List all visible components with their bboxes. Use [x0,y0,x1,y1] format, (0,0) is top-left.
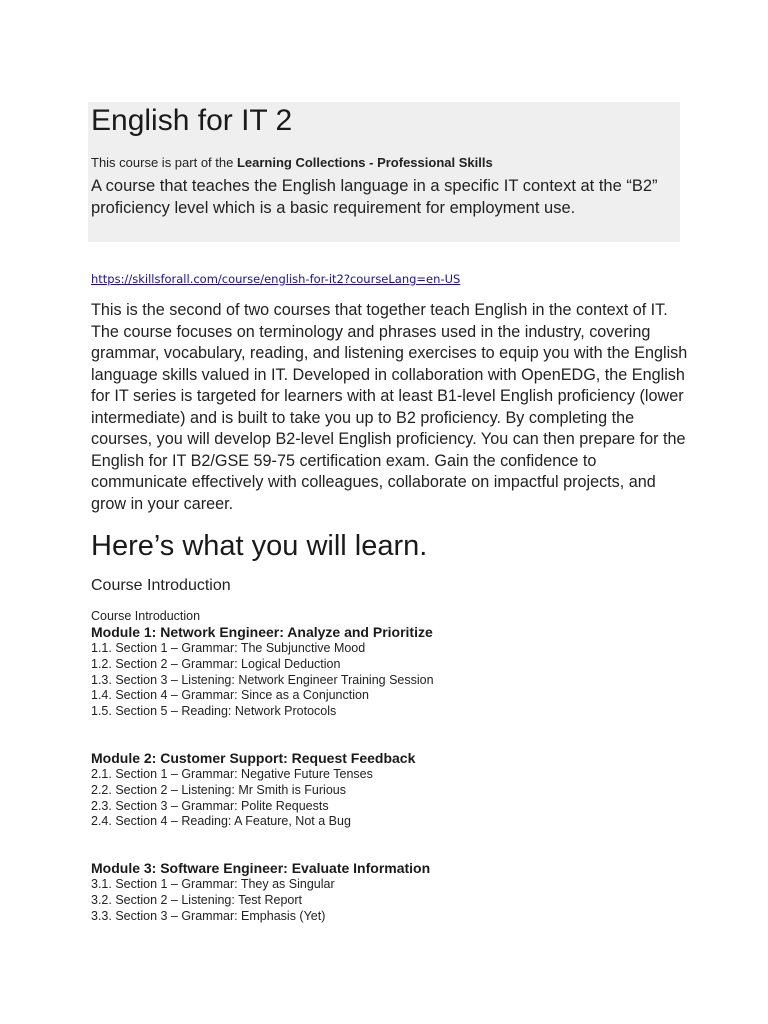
section-item: 2.2. Section 2 – Listening: Mr Smith is Furious [91,782,346,797]
section-item: 1.2. Section 2 – Grammar: Logical Deduction [91,656,341,671]
section-list [91,641,691,720]
learn-heading: Here’s what you will learn. [91,530,428,562]
module-title: Module 1: Network Engineer: Analyze and Prioritize [91,624,433,640]
section-item: 2.1. Section 1 – Grammar: Negative Future Tenses [91,766,373,781]
section-item: 2.4. Section 4 – Reading: A Feature, Not a Bug [91,814,351,829]
collection-name: Learning Collections - Professional Skills [236,155,493,170]
section-list [91,877,691,924]
section-item: 3.3. Section 3 – Grammar: Emphasis (Yet) [91,908,326,923]
section-item: 3.1. Section 1 – Grammar: They as Singular [91,877,335,892]
section-item: 2.3. Section 3 – Grammar: Polite Requests [91,798,329,813]
section-item: 1.1. Section 1 – Grammar: The Subjunctive Mood [91,641,366,655]
course-intro-heading: Course Introduction [91,577,231,594]
module-title: Module 2: Customer Support: Request Feedback [91,749,416,766]
course-description: This is the second of two courses that together teach English in the context of IT. The course focuses on terminology and phrases used in the industry, covering grammar, vocabulary, reading, and listening exercises to equip you with the English language skills valued in IT. Developed in collaboration with OpenEDG, the English for IT series is targeted for learners with at least B1-level English proficiency (lower intermediate) and is built to take you up to B2 proficiency. By completing the courses, you will develop B2-level English proficiency. You can then prepare for the English for IT B2/GSE 59-75 certification exam. Gain the confidence to communicate effectively with colleagues, collaborate on impactful projects, and grow in your career. [91,301,688,513]
course-intro-item: Course Introduction [91,609,201,623]
section-item: 1.4. Section 4 – Grammar: Since as a Conjunction [91,688,369,703]
module-list [91,608,691,925]
module-2 [91,750,691,830]
section-item: 1.5. Section 5 – Reading: Network Protocols [91,704,337,719]
section-item: 1.3. Section 3 – Listening: Network Engineer Training Session [91,672,434,687]
collection-note [91,155,493,171]
module-3 [91,860,691,924]
section-list [91,767,691,830]
module-1 [91,624,691,720]
course-link[interactable]: https://skillsforall.com/course/english-for-it2?courseLang=en-US [91,272,461,286]
page-title: English for IT 2 [91,104,293,137]
collection-note-prefix: This course is part of the [91,155,237,170]
module-title: Module 3: Software Engineer: Evaluate Information [91,860,431,877]
course-summary: A course that teaches the English language in a specific IT context at the “B2” proficiency level which is a basic requirement for employment use. [91,177,658,217]
section-item: 3.2. Section 2 – Listening: Test Report [91,892,303,907]
